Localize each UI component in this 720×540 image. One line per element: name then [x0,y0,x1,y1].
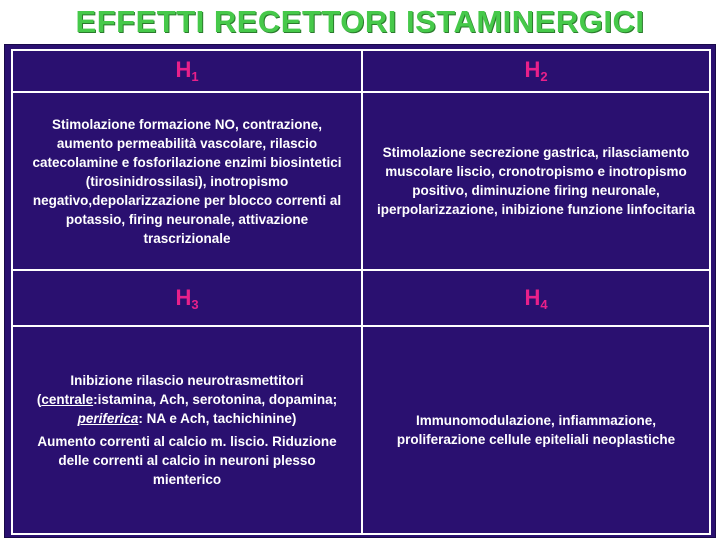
h3-effects-paragraph2: Aumento correnti al calcio m. liscio. Riduzione delle correnti al calcio in neuroni plesso mienterico [37,434,337,487]
cell-h1-effects [13,93,361,269]
header-h3-subscript: 3 [191,297,199,312]
h3-text-c: : NA e Ach, tachichinine) [138,411,297,426]
header-h1-letter: H [175,57,192,82]
h3-periferica-label: periferica [77,411,139,426]
header-h2-letter: H [524,57,541,82]
table-border-bottom [11,533,711,535]
cell-h4-effects [363,327,709,533]
header-h1 [13,57,361,84]
header-h1-subscript: 1 [191,69,199,84]
header-h2-subscript: 2 [540,69,548,84]
cell-h2-effects [363,93,709,269]
header-h4-subscript: 4 [540,297,548,312]
h3-centrale-label: centrale [41,392,94,407]
slide-title: EFFETTI RECETTORI ISTAMINERGICI [75,4,645,39]
header-h3 [13,285,361,312]
h3-effects-paragraph1 [23,371,351,428]
header-h2 [363,57,709,84]
table-border-top [11,49,711,51]
h1-effects-text: Stimolazione formazione NO, contrazione, aumento permeabilità vascolare, rilascio catecolamine e fosforilazione enzimi biosintetici (tirosinidrossilasi), inotropismo negativo,depolarizzazione per blocco correnti al potassio, firing neuronale, attivazione trascrizionale [32,116,342,246]
table-border-right [709,49,711,535]
table-divider-row2 [11,269,711,271]
h4-effects-text: Immunomodulazione, infiammazione, proliferazione cellule epiteliali neoplastiche [396,413,676,447]
cell-h3-effects [13,327,361,533]
h3-text-a: Inibizione rilascio neurotrasmettitori ( [36,373,304,407]
header-h4 [363,285,709,312]
header-h4-letter: H [524,285,541,310]
h3-text-b: :istamina, Ach, serotonina, dopamina; [93,392,338,407]
h2-effects-text: Stimolazione secrezione gastrica, rilasciamento muscolare liscio, cronotropismo e inotropismo positivo, diminuzione firing neuronale, iperpolarizzazione, inibizione funzione linfocitaria [376,145,696,217]
receptor-table [4,44,716,538]
header-h3-letter: H [175,285,192,310]
